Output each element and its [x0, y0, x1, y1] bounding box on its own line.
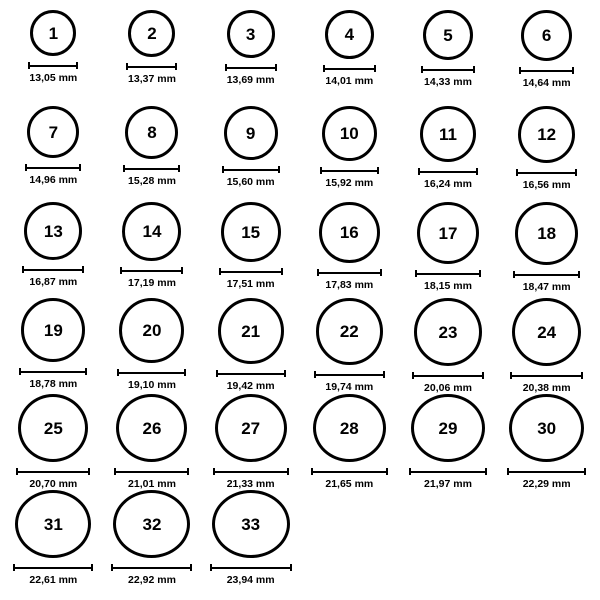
ring-measure — [409, 468, 487, 490]
ring-circle — [27, 106, 79, 158]
ring-size-number: 20 — [142, 321, 162, 340]
ring-circle — [125, 106, 178, 159]
ring-circle — [325, 10, 374, 59]
ring-size-item[interactable] — [399, 106, 498, 202]
ring-circle — [322, 106, 377, 161]
ring-size-number: 10 — [339, 124, 359, 143]
ring-circle — [521, 10, 572, 61]
ring-diameter-label: 21,01 mm — [128, 478, 176, 490]
ring-diameter-label: 21,33 mm — [226, 478, 275, 490]
ring-size-item[interactable] — [300, 202, 399, 298]
ring-measure — [225, 64, 277, 86]
measure-bar-icon — [13, 564, 93, 571]
ring-size-item[interactable] — [300, 10, 399, 106]
ring-circle — [423, 10, 473, 60]
ring-size-item[interactable] — [103, 202, 202, 298]
measure-bar-icon — [311, 468, 388, 475]
ring-measure — [213, 468, 289, 490]
measure-bar-icon — [216, 370, 286, 377]
measure-bar-icon — [19, 368, 87, 375]
ring-diameter-label: 22,92 mm — [128, 574, 176, 586]
ring-measure — [516, 169, 577, 191]
ring-size-number: 9 — [245, 123, 256, 143]
ring-grid — [4, 10, 596, 586]
ring-measure — [317, 269, 382, 291]
ring-size-number: 17 — [438, 223, 458, 243]
measure-bar-icon — [123, 165, 180, 172]
ring-size-number: 6 — [541, 26, 552, 45]
ring-diameter-label: 14,64 mm — [522, 77, 571, 89]
ring-size-item[interactable] — [201, 106, 300, 202]
ring-diameter-label: 18,15 mm — [424, 280, 472, 292]
ring-size-number: 30 — [537, 418, 557, 438]
ring-size-number: 28 — [339, 418, 359, 438]
ring-size-item[interactable] — [4, 394, 103, 490]
ring-diameter-label: 20,06 mm — [424, 382, 472, 394]
ring-measure — [510, 372, 583, 394]
ring-circle — [313, 394, 386, 462]
ring-circle — [218, 298, 284, 364]
ring-size-item[interactable] — [103, 10, 202, 106]
ring-diameter-label: 14,33 mm — [424, 76, 472, 88]
measure-bar-icon — [421, 66, 475, 73]
measure-bar-icon — [120, 267, 183, 274]
measure-bar-icon — [513, 271, 580, 278]
ring-circle — [518, 106, 575, 163]
measure-bar-icon — [22, 266, 84, 273]
ring-diameter-label: 16,87 mm — [29, 276, 78, 288]
ring-size-number: 18 — [537, 224, 557, 243]
ring-diameter-label: 22,61 mm — [29, 574, 78, 586]
measure-bar-icon — [111, 564, 192, 571]
measure-bar-icon — [418, 168, 478, 175]
ring-measure — [123, 165, 180, 187]
ring-diameter-label: 14,01 mm — [325, 75, 374, 87]
ring-diameter-label: 23,94 mm — [226, 574, 275, 586]
ring-measure — [28, 62, 78, 84]
ring-diameter-label: 13,05 mm — [29, 72, 78, 84]
ring-size-item[interactable] — [103, 394, 202, 490]
measure-bar-icon — [415, 270, 481, 277]
ring-diameter-label: 17,19 mm — [128, 277, 176, 289]
ring-size-item[interactable] — [399, 394, 498, 490]
measure-bar-icon — [117, 369, 186, 376]
measure-bar-icon — [519, 67, 574, 74]
ring-measure — [219, 268, 283, 290]
ring-circle — [515, 202, 578, 265]
ring-measure — [320, 167, 379, 189]
measure-bar-icon — [28, 62, 78, 69]
ring-size-number: 19 — [43, 320, 63, 340]
ring-size-number: 1 — [48, 23, 59, 43]
ring-circle — [319, 202, 380, 263]
ring-diameter-label: 17,83 mm — [325, 279, 374, 291]
ring-size-item[interactable] — [4, 298, 103, 394]
ring-measure — [418, 168, 478, 190]
ring-size-item[interactable] — [103, 106, 202, 202]
ring-measure — [311, 468, 388, 490]
ring-size-number: 2 — [147, 24, 157, 43]
measure-bar-icon — [317, 269, 382, 276]
ring-size-number: 15 — [241, 222, 261, 242]
ring-circle — [420, 106, 476, 162]
ring-diameter-label: 20,38 mm — [522, 382, 571, 394]
measure-bar-icon — [314, 371, 385, 378]
ring-measure — [314, 371, 385, 393]
ring-measure — [415, 270, 481, 292]
ring-diameter-label: 20,70 mm — [29, 478, 78, 490]
ring-size-number: 8 — [147, 123, 157, 142]
ring-circle — [224, 106, 278, 160]
ring-size-number: 25 — [43, 418, 63, 438]
ring-measure — [16, 468, 90, 490]
ring-diameter-label: 16,56 mm — [522, 179, 571, 191]
ring-diameter-label: 18,47 mm — [522, 281, 571, 293]
measure-bar-icon — [126, 63, 177, 70]
ring-measure — [210, 564, 292, 586]
measure-bar-icon — [507, 468, 586, 475]
ring-measure — [13, 564, 93, 586]
measure-bar-icon — [510, 372, 583, 379]
ring-measure — [412, 372, 484, 394]
ring-measure — [513, 271, 580, 293]
ring-size-item[interactable] — [201, 202, 300, 298]
ring-size-item[interactable] — [201, 394, 300, 490]
ring-size-item[interactable] — [4, 202, 103, 298]
measure-bar-icon — [213, 468, 289, 475]
ring-size-number: 32 — [142, 514, 162, 534]
measure-bar-icon — [114, 468, 189, 475]
ring-circle — [411, 394, 485, 462]
measure-bar-icon — [412, 372, 484, 379]
ring-diameter-label: 21,65 mm — [325, 478, 374, 490]
ring-size-item[interactable] — [497, 394, 596, 490]
ring-size-item[interactable] — [399, 10, 498, 106]
ring-size-number: 29 — [438, 418, 458, 438]
ring-measure — [507, 468, 586, 490]
ring-size-number: 16 — [339, 223, 359, 242]
ring-size-number: 22 — [339, 322, 359, 341]
ring-measure — [111, 564, 192, 586]
ring-size-item[interactable] — [399, 298, 498, 394]
ring-circle — [119, 298, 184, 363]
ring-diameter-label: 17,51 mm — [226, 278, 275, 290]
ring-size-item[interactable] — [103, 490, 202, 586]
measure-bar-icon — [219, 268, 283, 275]
ring-circle — [24, 202, 82, 260]
ring-size-number: 27 — [241, 418, 261, 438]
ring-diameter-label: 14,96 mm — [29, 174, 78, 186]
ring-size-item[interactable] — [201, 298, 300, 394]
ring-size-item[interactable] — [399, 202, 498, 298]
ring-diameter-label: 21,97 mm — [424, 478, 472, 490]
ring-circle — [316, 298, 383, 365]
ring-measure — [117, 369, 186, 391]
ring-circle — [509, 394, 584, 462]
ring-size-item[interactable] — [300, 298, 399, 394]
measure-bar-icon — [409, 468, 487, 475]
ring-diameter-label: 15,28 mm — [128, 175, 176, 187]
ring-measure — [519, 67, 574, 89]
ring-size-number: 3 — [245, 24, 256, 44]
ring-size-item[interactable] — [300, 394, 399, 490]
ring-size-number: 12 — [537, 125, 557, 144]
measure-bar-icon — [323, 65, 376, 72]
ring-size-item[interactable] — [201, 10, 300, 106]
ring-size-item[interactable] — [4, 10, 103, 106]
ring-size-item[interactable] — [201, 490, 300, 586]
ring-size-item[interactable] — [103, 298, 202, 394]
ring-circle — [116, 394, 187, 462]
ring-circle — [113, 490, 190, 558]
ring-size-number: 26 — [142, 418, 162, 438]
ring-circle — [15, 490, 91, 558]
ring-measure — [216, 370, 286, 392]
ring-size-number: 11 — [438, 124, 457, 144]
ring-diameter-label: 13,69 mm — [226, 74, 275, 86]
ring-size-number: 4 — [344, 25, 355, 44]
ring-size-number: 33 — [241, 514, 261, 534]
ring-diameter-label: 19,42 mm — [226, 380, 275, 392]
ring-size-item[interactable] — [4, 490, 103, 586]
ring-size-number: 24 — [537, 322, 557, 342]
ring-circle — [512, 298, 581, 366]
ring-circle — [128, 10, 175, 57]
ring-size-number: 31 — [43, 514, 63, 534]
measure-bar-icon — [16, 468, 90, 475]
measure-bar-icon — [516, 169, 577, 176]
ring-measure — [22, 266, 84, 288]
ring-circle — [18, 394, 88, 462]
ring-size-number: 7 — [48, 122, 59, 142]
ring-measure — [421, 66, 475, 88]
ring-size-item[interactable] — [497, 298, 596, 394]
ring-circle — [221, 202, 281, 262]
measure-bar-icon — [222, 166, 280, 173]
ring-measure — [222, 166, 280, 188]
ring-measure — [25, 164, 81, 186]
ring-measure — [126, 63, 177, 85]
ring-diameter-label: 13,37 mm — [128, 73, 176, 85]
ring-measure — [323, 65, 376, 87]
ring-size-number: 14 — [142, 222, 162, 241]
ring-circle — [215, 394, 287, 462]
ring-diameter-label: 15,60 mm — [226, 176, 275, 188]
ring-diameter-label: 19,10 mm — [128, 379, 176, 391]
ring-size-number: 5 — [443, 25, 453, 45]
measure-bar-icon — [25, 164, 81, 171]
measure-bar-icon — [320, 167, 379, 174]
ring-circle — [30, 10, 76, 56]
ring-diameter-label: 19,74 mm — [325, 381, 374, 393]
ring-measure — [19, 368, 87, 390]
ring-size-item[interactable] — [300, 106, 399, 202]
ring-circle — [414, 298, 482, 366]
ring-size-number: 21 — [241, 321, 261, 341]
measure-bar-icon — [210, 564, 292, 571]
ring-circle — [417, 202, 479, 264]
ring-size-item[interactable] — [497, 202, 596, 298]
ring-diameter-label: 15,92 mm — [325, 177, 374, 189]
ring-size-number: 13 — [43, 221, 63, 241]
ring-diameter-label: 16,24 mm — [424, 178, 472, 190]
ring-circle — [122, 202, 181, 261]
measure-bar-icon — [225, 64, 277, 71]
ring-measure — [120, 267, 183, 289]
ring-diameter-label: 18,78 mm — [29, 378, 78, 390]
ring-size-item[interactable] — [497, 106, 596, 202]
ring-circle — [21, 298, 85, 362]
ring-measure — [114, 468, 189, 490]
ring-circle — [212, 490, 290, 558]
ring-size-item[interactable] — [497, 10, 596, 106]
ring-circle — [227, 10, 275, 58]
ring-size-item[interactable] — [4, 106, 103, 202]
ring-diameter-label: 22,29 mm — [522, 478, 571, 490]
ring-size-number: 23 — [438, 322, 458, 342]
